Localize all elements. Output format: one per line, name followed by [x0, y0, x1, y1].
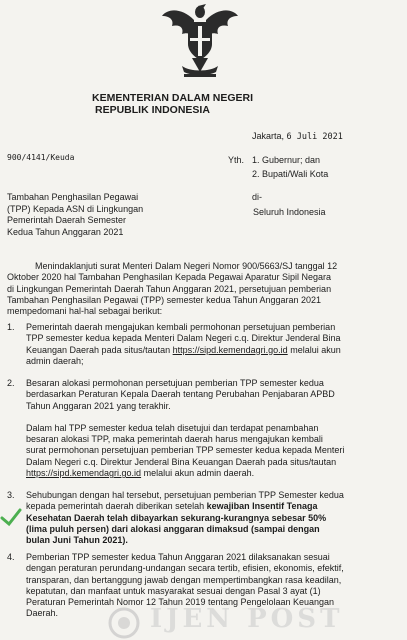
item-line: surat permohonan persetujuan pemberian TPP semester kedua kepada Menteri: [26, 445, 345, 456]
item-line: kepatutan, dan manfaat untuk masyarakat sesuai dengan Pasal 3 ayat (1): [26, 585, 321, 596]
item-line: Pemerintah daerah mengajukan kembali permohonan persetujuan pemberian: [26, 322, 336, 332]
item-number: 3.: [7, 490, 15, 500]
recipient-item: 1. Gubernur; dan: [252, 155, 321, 165]
item-line: [26, 468, 344, 479]
item-bold-line: bulan Juni Tahun 2021).: [26, 535, 128, 546]
checkmark-icon: [0, 506, 22, 528]
recipient-item: 2. Bupati/Wali Kota: [252, 169, 329, 179]
item-line: Tahun Anggaran 2021 yang terakhir.: [26, 400, 171, 411]
item-line: [26, 345, 341, 356]
item-line: TPP semester kedua kepada Menteri Dalam Negeri c.q. Direktur Jenderal Bina: [26, 333, 341, 344]
item-line: [26, 501, 344, 512]
intro-line: mempedomani hal-hal sebagai berikut:: [7, 306, 163, 317]
intro-line: Oktober 2020 hal Tambahan Penghasilan Kepada Pegawai Aparatur Sipil Negara: [7, 272, 332, 283]
reference-number: 900/4141/Keuda: [7, 153, 75, 162]
item-text: kepada pemerintah daerah diberikan setelah: [26, 501, 207, 512]
item-line: transparan, dan bertanggung jawab dengan mempertimbangkan rasa keadilan,: [26, 574, 342, 585]
republic-name: REPUBLIK INDONESIA: [95, 104, 210, 116]
item-line: dengan peraturan perundang-undangan secara tertib, efisien, ekonomis, efektif,: [26, 563, 344, 574]
subject-line: Kedua Tahun Anggaran 2021: [7, 226, 124, 237]
item-text: Keuangan Daerah pada situs/tautan: [26, 344, 173, 355]
item-text: melalui akun admin daerah.: [141, 468, 255, 479]
item-line: Daerah.: [26, 608, 59, 619]
intro-line: di Lingkungan Pemerintah Daerah Tahun Anggaran 2021, persetujuan pemberian: [7, 283, 332, 294]
list-item-2: [7, 378, 399, 488]
item-bold-line: (lima puluh persen) dari alokasi anggaran dimaksud (sampai dengan: [26, 523, 320, 534]
date-city: Jakarta,: [252, 131, 285, 141]
item-line: admin daerah;: [26, 355, 84, 366]
list-item-1: [7, 322, 399, 370]
ministry-name: KEMENTERIAN DALAM NEGERI: [92, 92, 254, 104]
item-line: Dalam Negeri c.q. Direktur Jenderal Bina Keuangan Daerah pada situs/tautan: [26, 456, 337, 467]
item-line: berdasarkan Peraturan Kepala Daerah tentang Perubahan Penjabaran APBD: [26, 389, 335, 400]
item-line: Peraturan Pemerintah Nomor 12 Tahun 2019 tentang Pengelolaan Keuangan: [26, 597, 335, 608]
garuda-emblem-icon: [160, 2, 240, 80]
list-item-3: [7, 490, 399, 548]
subject-line: Tambahan Penghasilan Pegawai: [7, 192, 139, 202]
letter-date: [252, 131, 343, 142]
item-number: 1.: [7, 322, 15, 332]
ministry-heading: [92, 92, 312, 116]
item-line: Pemberian TPP semester kedua Tahun Anggaran 2021 dilaksanakan sesuai: [26, 552, 330, 562]
sipd-link[interactable]: https://sipd.kemendagri.go.id: [172, 344, 288, 355]
letter-subject: [7, 192, 217, 238]
item-text: melalui akun: [287, 344, 341, 355]
sipd-link[interactable]: https://sipd.kemendagri.go.id: [26, 468, 142, 479]
intro-paragraph: [7, 261, 399, 317]
item-bold-text: kewajiban Insentif Tenaga: [206, 501, 318, 512]
yth-label: Yth.: [228, 155, 245, 165]
item-line: Besaran alokasi permohonan persetujuan pemberian TPP semester kedua: [26, 378, 324, 388]
item-line: besaran alokasi TPP, maka pemerintah daerah harus mengajukan kembali: [26, 434, 323, 445]
item-line: Sehubungan dengan hal tersebut, persetujuan pemberian TPP Semester kedua: [26, 490, 344, 500]
destination-location: Seluruh Indonesia: [253, 207, 326, 217]
subject-line: Pemerintah Daerah Semester: [7, 215, 127, 225]
watermark-text: IJEN POST: [150, 604, 344, 634]
di-label: di-: [252, 192, 263, 202]
intro-line: Tambahan Penghasilan Pegawai (TPP) semester kedua Tahun Anggaran 2021: [7, 294, 322, 305]
intro-line: Menindaklanjuti surat Menteri Dalam Negeri Nomor 900/5663/SJ tanggal 12: [35, 261, 338, 271]
item-bold-line: Kesehatan Daerah telah dibayarkan sekurang-kurangnya sebesar 50%: [26, 512, 327, 523]
item-number: 4.: [7, 552, 15, 562]
date-value: 6 Juli 2021: [286, 132, 343, 142]
subject-line: (TPP) Kepada ASN di Lingkungan: [7, 203, 144, 214]
item-number: 2.: [7, 378, 15, 388]
item-line: Dalam hal TPP semester kedua telah disetujui dan terdapat penambahan: [26, 422, 319, 433]
